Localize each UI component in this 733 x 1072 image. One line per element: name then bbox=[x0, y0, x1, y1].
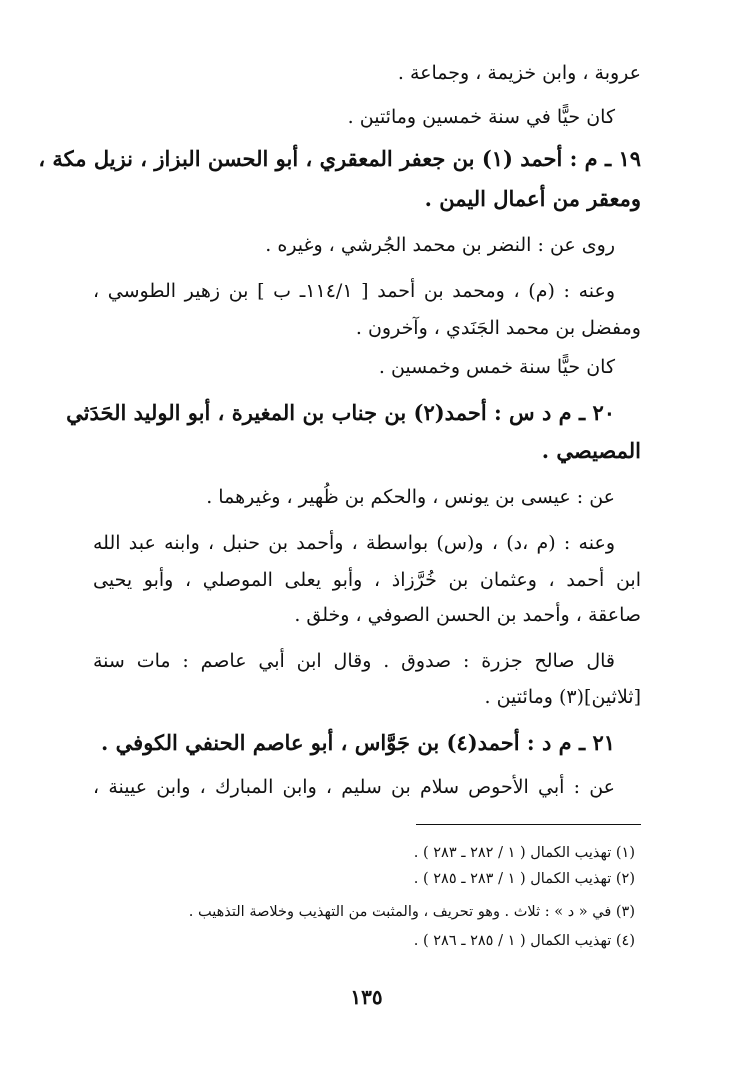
text-line: كان حيًّا في سنة خمسين ومائتين . bbox=[347, 106, 615, 128]
text-line: عن : أبي الأحوص سلام بن سليم ، وابن المبارك ، وابن عيينة ، bbox=[93, 776, 615, 798]
footnote: (٢) تهذيب الكمال ( ١ / ٢٨٣ ـ ٢٨٥ ) . bbox=[413, 871, 635, 887]
text-line: روى عن : النضر بن محمد الجُرشي ، وغيره . bbox=[265, 234, 615, 256]
entry-heading-19-cont: ومعقر من أعمال اليمن . bbox=[424, 186, 641, 211]
text-line: وعنه : (م) ، ومحمد بن أحمد [ ١١٤/١ـ ب ] بن زهير الطوسي ، bbox=[93, 280, 616, 302]
footnote-divider bbox=[416, 824, 641, 825]
page-number: ١٣٥ bbox=[350, 985, 383, 1009]
text-line: ابن أحمد ، وعثمان بن خُرَّزاذ ، وأبو يعلى الموصلي ، وأبو يحيى bbox=[93, 569, 641, 591]
entry-heading-21: ٢١ ـ م د : أحمد(٤) بن جَوَّاس ، أبو عاصم الحنفي الكوفي . bbox=[101, 730, 615, 755]
text-line: [ثلاثين](٣) ومائتين . bbox=[484, 686, 641, 708]
entry-heading-20-cont: المصيصي . bbox=[541, 438, 641, 463]
entry-heading-20: ٢٠ ـ م د س : أحمد(٢) بن جناب بن المغيرة ، أبو الوليد الحَدَثي bbox=[66, 400, 615, 425]
text-line: كان حيًّا سنة خمس وخمسين . bbox=[378, 356, 615, 378]
text-line: ومفضل بن محمد الجَنَدي ، وآخرون . bbox=[355, 317, 641, 339]
entry-heading-19: ١٩ ـ م : أحمد (١) بن جعفر المعقري ، أبو الحسن البزاز ، نزيل مكة ، bbox=[38, 146, 641, 171]
text-line: قال صالح جزرة : صدوق . وقال ابن أبي عاصم : مات سنة bbox=[93, 650, 615, 672]
footnote: (٤) تهذيب الكمال ( ١ / ٢٨٥ ـ ٢٨٦ ) . bbox=[413, 933, 635, 949]
footnote: (٣) في « د » : ثلاث . وهو تحريف ، والمثبت من التهذيب وخلاصة التذهيب . bbox=[188, 904, 635, 920]
text-line: عن : عيسى بن يونس ، والحكم بن ظُهير ، وغيرهما . bbox=[206, 486, 615, 508]
footnote: (١) تهذيب الكمال ( ١ / ٢٨٢ ـ ٢٨٣ ) . bbox=[413, 845, 635, 861]
text-line: وعنه : (م ،د) ، و(س) بواسطة ، وأحمد بن حنبل ، وابنه عبد الله bbox=[93, 532, 615, 554]
text-line: عروبة ، وابن خزيمة ، وجماعة . bbox=[397, 62, 641, 84]
text-line: صاعقة ، وأحمد بن الحسن الصوفي ، وخلق . bbox=[294, 604, 641, 626]
